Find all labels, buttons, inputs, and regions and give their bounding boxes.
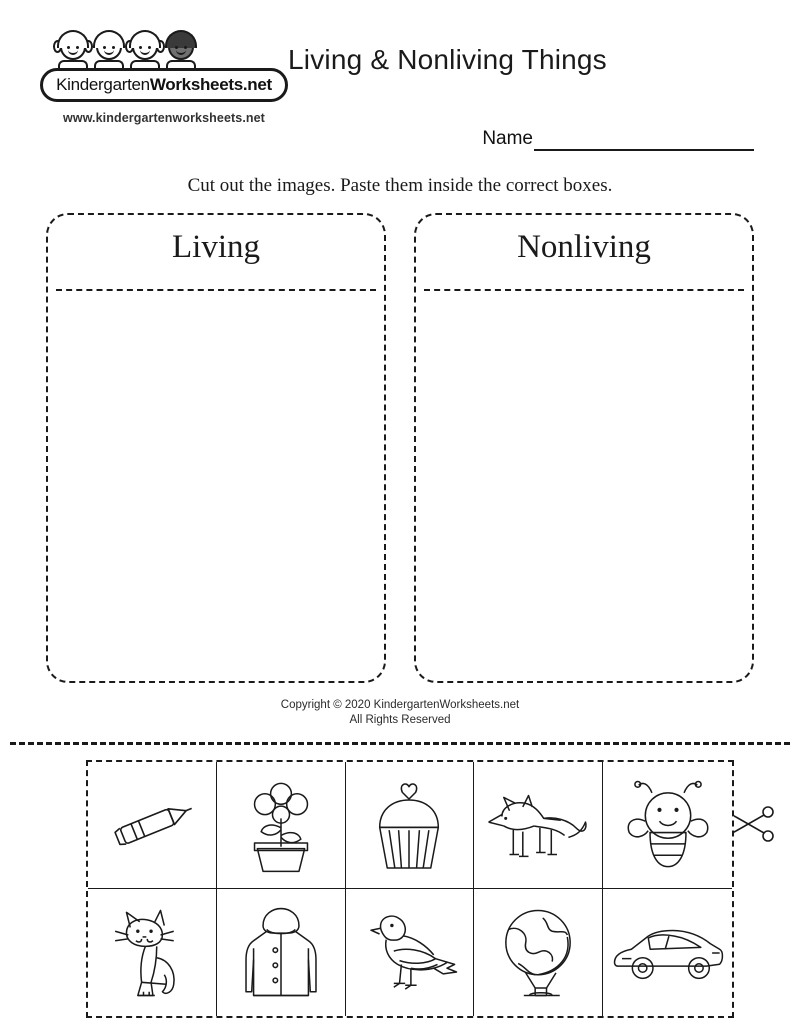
page-title: Living & Nonliving Things <box>288 44 607 75</box>
kid-boy-2-icon <box>164 32 198 72</box>
kid-boy-1-icon <box>92 32 126 72</box>
four-kids-icon <box>56 30 290 72</box>
cut-along-line <box>10 742 790 745</box>
cutout-cell-fox[interactable] <box>474 762 603 889</box>
sorting-box-nonliving[interactable] <box>414 213 754 683</box>
cutout-cell-raincoat[interactable] <box>217 889 346 1016</box>
cutout-cell-bee[interactable] <box>603 762 732 889</box>
name-input[interactable] <box>534 132 754 151</box>
cutout-cell-car[interactable] <box>603 889 732 1016</box>
name-field-row <box>482 128 754 151</box>
logo-word-bold: Worksheets.net <box>149 75 272 94</box>
name-label: Name <box>482 128 533 149</box>
logo-wordmark <box>40 68 288 102</box>
sorting-boxes <box>46 213 754 683</box>
copyright-line-2: All Rights Reserved <box>349 714 451 726</box>
cutout-grid <box>86 760 734 1018</box>
instructions-text: Cut out the images. Paste them inside the correct boxes. <box>187 175 613 196</box>
box-divider <box>56 289 376 291</box>
copyright-block <box>0 698 800 728</box>
scissors-icon <box>730 800 778 848</box>
cutout-cell-cat[interactable] <box>88 889 217 1016</box>
site-logo <box>40 30 290 125</box>
cutout-cell-cupcake[interactable] <box>346 762 475 889</box>
cutout-cell-globe[interactable] <box>474 889 603 1016</box>
sorting-box-label: Nonliving <box>517 229 651 265</box>
logo-word-light: Kindergarten <box>56 75 150 94</box>
box-divider <box>424 289 744 291</box>
site-url: www.kindergartenworksheets.net <box>63 111 265 125</box>
cutout-cell-potted-flower[interactable] <box>217 762 346 889</box>
sorting-box-label: Living <box>172 229 260 265</box>
kid-girl-2-icon <box>128 32 162 72</box>
sorting-box-living[interactable] <box>46 213 386 683</box>
copyright-line-1: Copyright © 2020 KindergartenWorksheets.net <box>280 699 520 711</box>
cutout-cell-crayon[interactable] <box>88 762 217 889</box>
worksheet-header <box>0 0 800 170</box>
cutout-cell-pigeon[interactable] <box>346 889 475 1016</box>
kid-girl-1-icon <box>56 32 90 72</box>
